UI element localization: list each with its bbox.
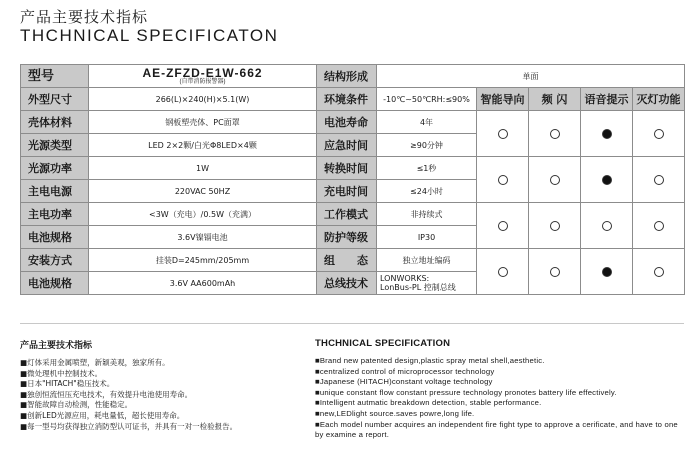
indicator-cell	[633, 111, 685, 157]
list-item: ■Each model number acquires an independent fire fight type to approve a cerificate, and have to one by examine a report.	[315, 419, 678, 440]
table-row	[21, 249, 685, 272]
indicator-cell	[477, 157, 529, 203]
indicator-cell	[633, 203, 685, 249]
indicator-cell	[529, 203, 581, 249]
indicator-header: 智能导向	[477, 88, 529, 111]
spec-value: 独立地址编码	[377, 249, 477, 272]
empty-circle-icon	[498, 267, 508, 277]
list-item: ■Intelligent autmatic breakdown detection, stable performance.	[315, 398, 542, 408]
features-cn-title: 产品主要技术指标	[20, 341, 93, 351]
table-row	[21, 157, 685, 180]
spec-label: 环境条件	[317, 88, 377, 111]
spec-label: 防护等级	[317, 226, 377, 249]
features-en-list	[315, 356, 685, 441]
spec-label: 壳体材料	[21, 111, 89, 134]
spec-value: ≥90分钟	[377, 134, 477, 157]
spec-value: 266(L)×240(H)×5.1(W)	[89, 88, 317, 111]
spec-value: 4年	[377, 111, 477, 134]
table-row	[21, 88, 685, 111]
list-item: ■独创恒流恒压充电技术，有效提升电池使用寿命。	[20, 389, 193, 399]
empty-circle-icon	[654, 175, 664, 185]
indicator-cell	[633, 157, 685, 203]
model-note: (自带消防报警器)	[179, 78, 226, 85]
list-item: ■unique constant flow constant pressure technology pronotes battery life effectively.	[315, 387, 617, 397]
spec-value: 挂装D=245mm/205mm	[89, 249, 317, 272]
spec-value: IP30	[377, 226, 477, 249]
spec-label: 电池规格	[21, 272, 89, 295]
empty-circle-icon	[602, 221, 612, 231]
list-item: ■Japanese (HITACH)constant voltage technology	[315, 377, 493, 387]
spec-label: 转换时间	[317, 157, 377, 180]
indicator-cell	[477, 249, 529, 295]
spec-label: 组 态	[317, 249, 377, 272]
table-row	[21, 203, 685, 226]
section-divider	[20, 323, 684, 324]
spec-label: 光源类型	[21, 134, 89, 157]
spec-value: 3.6V AA600mAh	[89, 272, 317, 295]
indicator-cell	[477, 203, 529, 249]
indicator-header: 灭灯功能	[633, 88, 685, 111]
table-row	[21, 65, 685, 88]
model-number: AE-ZFZD-E1W-662 (自带消防报警器)	[89, 65, 317, 88]
spec-label: 安装方式	[21, 249, 89, 272]
empty-circle-icon	[498, 129, 508, 139]
list-item: ■Brand new patented design,plastic spray metal shell,aesthetic.	[315, 356, 545, 365]
empty-circle-icon	[654, 129, 664, 139]
spec-label: 工作模式	[317, 203, 377, 226]
spec-value: 非持续式	[377, 203, 477, 226]
spec-value	[377, 272, 477, 295]
indicator-cell	[633, 249, 685, 295]
empty-circle-icon	[654, 267, 664, 277]
spec-label: 应急时间	[317, 134, 377, 157]
indicator-header: 频 闪	[529, 88, 581, 111]
spec-value: ≤1秒	[377, 157, 477, 180]
indicator-cell	[581, 203, 633, 249]
list-item: ■灯体采用金属喷塑，新颖美观，独家所有。	[20, 358, 170, 367]
filled-circle-icon	[602, 267, 612, 277]
empty-circle-icon	[550, 129, 560, 139]
list-item: ■每一型号均获得独立消防型认可证书，并具有一对一检验报告。	[20, 421, 238, 431]
empty-circle-icon	[550, 175, 560, 185]
empty-circle-icon	[550, 267, 560, 277]
spec-value: <3W（充电）/0.5W（充满）	[89, 203, 317, 226]
spec-label: 结构形成	[317, 65, 377, 88]
list-item: ■创新LED光源应用，耗电量低，超长使用寿命。	[20, 410, 185, 420]
filled-circle-icon	[602, 129, 612, 139]
spec-value: 220VAC 50HZ	[89, 180, 317, 203]
features-cn-list	[20, 358, 290, 432]
spec-label: 外型尺寸	[21, 88, 89, 111]
features-en-section	[315, 338, 685, 441]
spec-value: -10℃~50℃RH:≤90%	[377, 88, 477, 111]
list-item: ■centralized control of microprocessor technology	[315, 366, 495, 376]
indicator-header: 语音提示	[581, 88, 633, 111]
spec-value: 钢板塑壳体、PC面罩	[89, 111, 317, 134]
spec-value: 1W	[89, 157, 317, 180]
page-title-cn: 产品主要技术指标	[20, 8, 149, 26]
empty-circle-icon	[498, 221, 508, 231]
features-en-title: THCHNICAL SPECIFICATION	[315, 338, 451, 349]
spec-value: ≤24小时	[377, 180, 477, 203]
list-item: ■new,LEDlight source.saves powre,long life.	[315, 408, 475, 418]
spec-value: 3.6V镍镉电池	[89, 226, 317, 249]
spec-label: 型号	[21, 65, 89, 88]
indicator-cell	[581, 111, 633, 157]
list-item: ■智能故障自动检测，性能稳定。	[20, 400, 133, 410]
features-cn-section	[20, 338, 290, 432]
spec-label: 充电时间	[317, 180, 377, 203]
spec-label: 主电功率	[21, 203, 89, 226]
spec-table	[20, 64, 685, 295]
spec-label: 总线技术	[317, 272, 377, 295]
empty-circle-icon	[498, 175, 508, 185]
spec-value: LED 2×2颗/白光Φ8LED×4颗	[89, 134, 317, 157]
indicator-cell	[581, 249, 633, 295]
spec-value: 单面	[377, 65, 685, 88]
spec-label: 电池规格	[21, 226, 89, 249]
indicator-cell	[529, 111, 581, 157]
page-title-en: THCHNICAL SPECIFICATON	[20, 26, 279, 45]
list-item: ■微处理机中控制技术。	[20, 368, 103, 378]
bus-tech-line: LONWORKS:	[380, 274, 430, 283]
spec-label: 电池寿命	[317, 111, 377, 134]
table-row	[21, 111, 685, 134]
list-item: ■日本"HITACH"稳压技术。	[20, 379, 115, 389]
indicator-cell	[529, 157, 581, 203]
indicator-cell	[477, 111, 529, 157]
indicator-cell	[581, 157, 633, 203]
spec-label: 光源功率	[21, 157, 89, 180]
filled-circle-icon	[602, 175, 612, 185]
bus-tech-line: LonBus-PL 控制总线	[380, 283, 456, 292]
empty-circle-icon	[654, 221, 664, 231]
empty-circle-icon	[550, 221, 560, 231]
spec-label: 主电电源	[21, 180, 89, 203]
indicator-cell	[529, 249, 581, 295]
